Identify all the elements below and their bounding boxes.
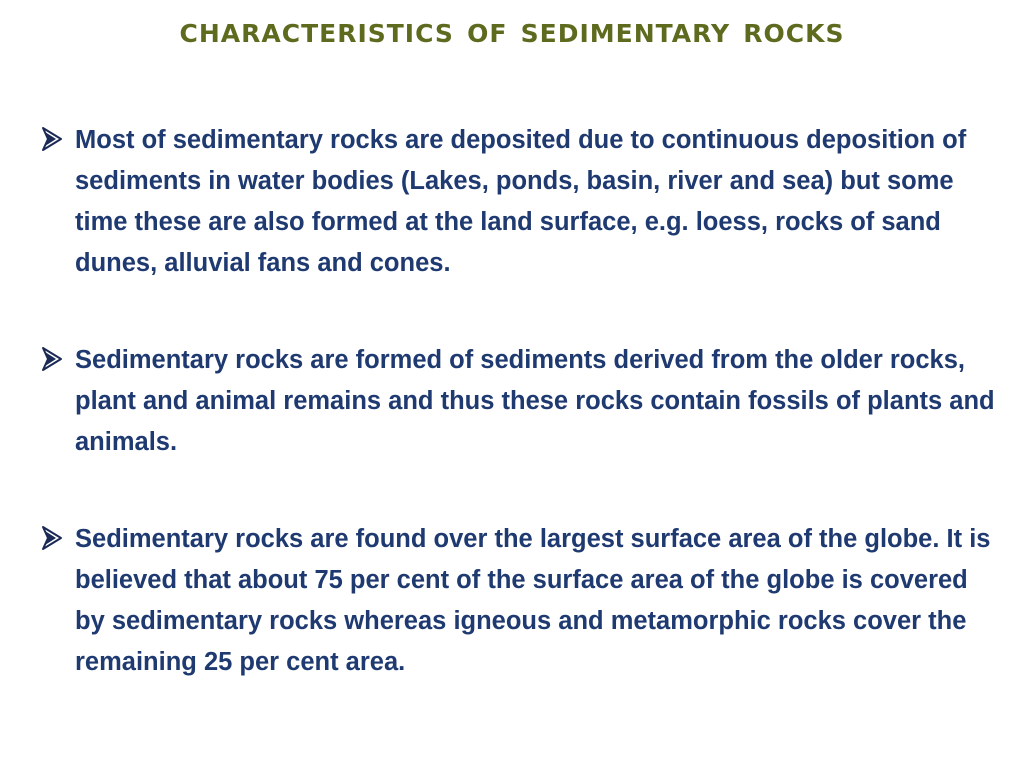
bullet-item: [36, 120, 996, 284]
bullet-item: [36, 340, 996, 463]
arrow-bullet-icon: [40, 525, 64, 551]
bullet-text: Sedimentary rocks are found over the largest surface area of the globe. It is believed that about 75 per cent of the surface area of the globe is covered by sedimentary rocks whereas igneous and metamorphic rocks cover the remaining 25 per cent area.: [75, 525, 991, 676]
slide-title: characteristics of sedimentary rocks: [179, 11, 845, 51]
bullet-text: Most of sedimentary rocks are deposited due to continuous deposition of sediments in water bodies (Lakes, ponds, basin, river and sea) but some time these are also formed at the land surface, e.g. loess, rocks of sand dunes, alluvial fans and cones.: [75, 126, 967, 277]
arrow-bullet-icon: [40, 126, 64, 152]
bullet-item: [36, 519, 996, 683]
bullet-list: [36, 120, 996, 683]
bullet-text: Sedimentary rocks are formed of sediments derived from the older rocks, plant and animal remains and thus these rocks contain fossils of plants and animals.: [75, 346, 995, 456]
arrow-bullet-icon: [40, 346, 64, 372]
